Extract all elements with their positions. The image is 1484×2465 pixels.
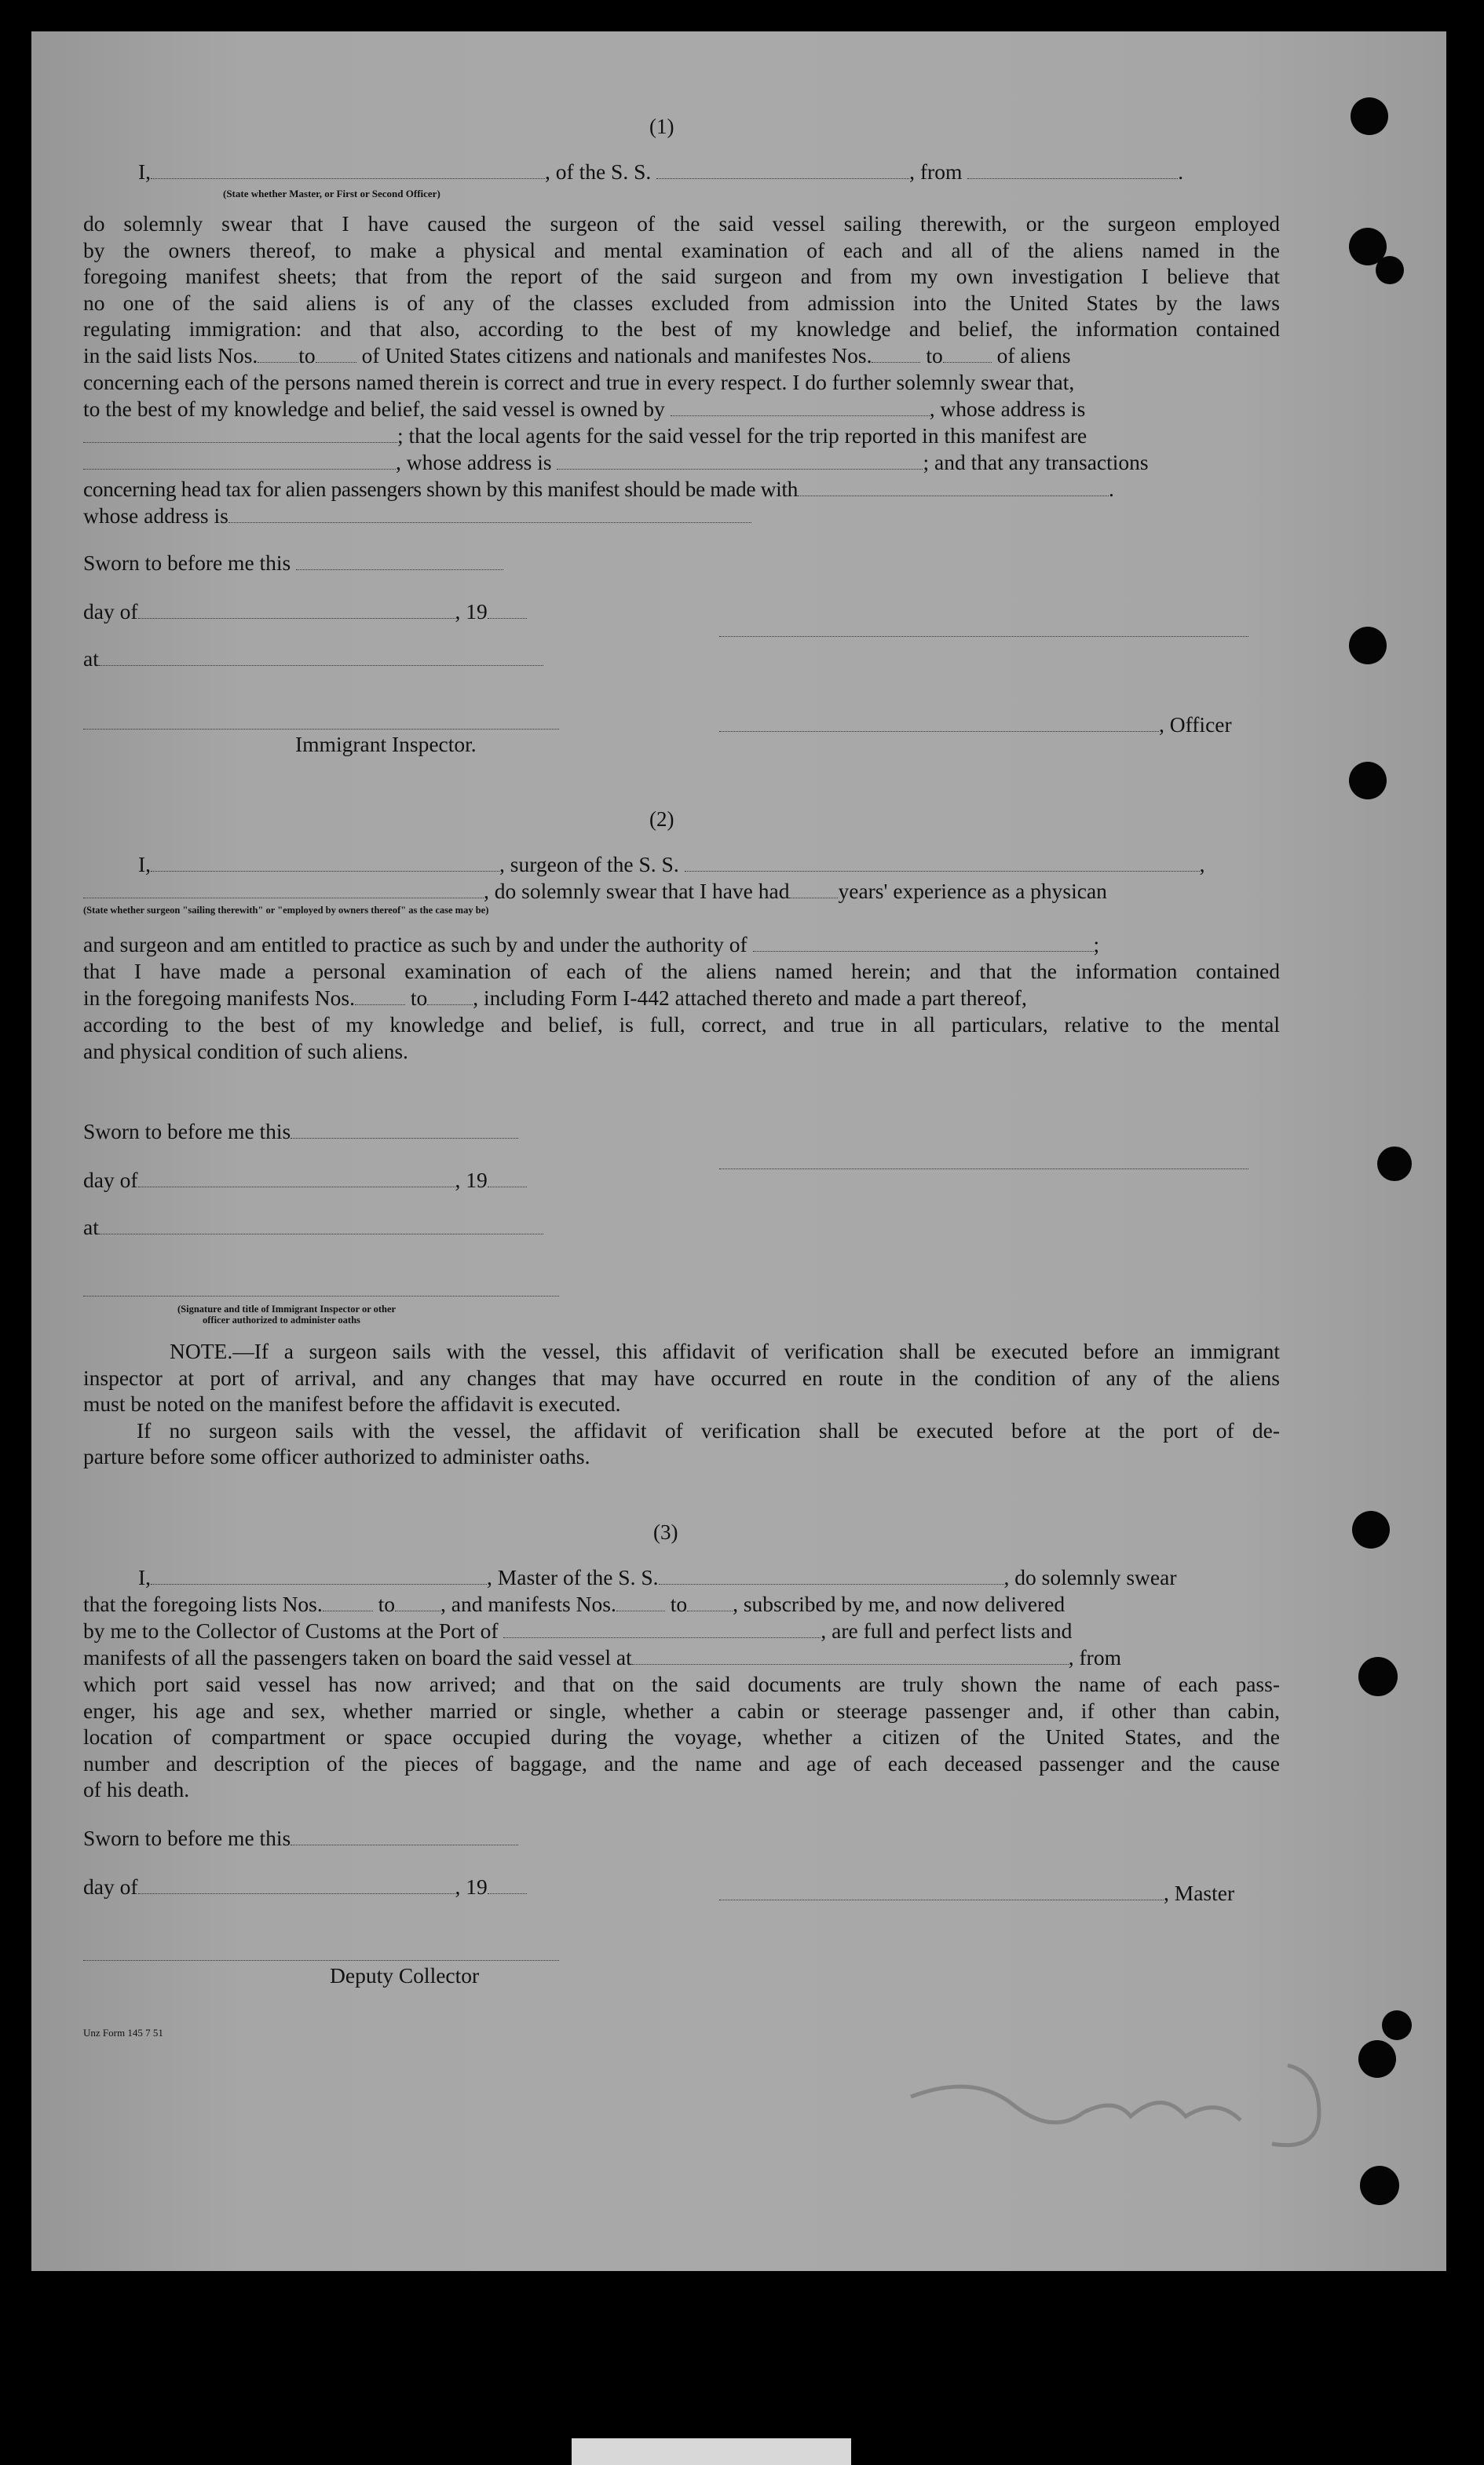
officer-signature-row: [719, 711, 1232, 738]
section-3-paragraph: [83, 1671, 1280, 1803]
text: Sworn to before me this: [83, 1826, 291, 1850]
paragraph-line: and physical condition of such aliens.: [83, 1038, 408, 1063]
years-field[interactable]: [789, 882, 838, 898]
signature-instruction-1: (Signature and title of Immigrant Inspector or other: [177, 1304, 397, 1315]
punch-hole: [1377, 1147, 1412, 1181]
agents-address-field[interactable]: [557, 453, 923, 470]
local-agents-field[interactable]: [83, 453, 396, 470]
paragraph-line: that I have made a personal examination of each of the aliens named herein; and that the information contained: [83, 959, 1280, 983]
day-of-line: [83, 1167, 527, 1194]
boarding-port-line: [83, 1644, 1121, 1671]
section-1-paragraph: [83, 210, 1280, 342]
surgeon-line: [138, 851, 1204, 878]
year-field[interactable]: [488, 1171, 527, 1187]
note-line: If no surgeon sails with the vessel, the affidavit of verification shall be executed before at the port of de-: [137, 1417, 1280, 1443]
manifest-to-field[interactable]: [687, 1595, 733, 1611]
text: .: [1108, 477, 1114, 501]
owner-address-field[interactable]: [83, 426, 397, 443]
text: ;: [1093, 932, 1100, 956]
form-number: Unz Form 145 7 51: [83, 2027, 163, 2039]
text: I,: [138, 852, 152, 876]
paragraph-line: foregoing manifest sheets; that from the report of the said surgeon and from my own investigation I believe that: [83, 264, 1280, 289]
text: to: [378, 1592, 396, 1616]
master-signature-row: [719, 1880, 1234, 1907]
master-signature-field[interactable]: [719, 1884, 1164, 1900]
text: , of the S. S.: [545, 159, 652, 184]
text: of aliens: [996, 343, 1071, 368]
lists-manifests-line: [83, 1591, 1065, 1618]
surgeon-ship-field[interactable]: [685, 855, 1200, 872]
immigrant-inspector-label: Immigrant Inspector.: [295, 732, 477, 756]
from-port-field[interactable]: [967, 163, 1178, 179]
text: and surgeon and am entitled to practice as such by and under the authority of: [83, 932, 747, 956]
text: manifests of all the passengers taken on board the said vessel at: [83, 1645, 632, 1670]
authority-line: [83, 931, 1099, 958]
text: ; and that any transactions: [923, 450, 1149, 474]
text: , whose address is: [929, 397, 1086, 421]
text: to: [298, 343, 316, 368]
text: by me to the Collector of Customs at the Port of: [83, 1618, 499, 1643]
owner-field[interactable]: [671, 400, 930, 416]
lists-line: [83, 342, 1071, 369]
surgeon-instruction: (State whether surgeon "sailing therewith" or "employed by owners thereof" as the case may be): [83, 905, 489, 916]
officer-signature-line-upper[interactable]: [719, 636, 1248, 637]
punch-hole: [1382, 2010, 1412, 2040]
text: ; that the local agents for the said vessel for the trip reported in this manifest are: [397, 423, 1087, 448]
sworn-line: [83, 1825, 518, 1852]
head-tax-party-field[interactable]: [798, 480, 1109, 496]
text: , and manifests Nos.: [440, 1592, 616, 1616]
surgeon-signature-line[interactable]: [719, 1168, 1248, 1169]
list-to-field[interactable]: [316, 346, 356, 363]
text: , including Form I-442 attached thereto and made a part thereof,: [473, 986, 1027, 1010]
master-name-field[interactable]: [151, 1568, 487, 1585]
text: .: [1178, 159, 1184, 184]
text: I,: [138, 1565, 152, 1589]
punch-hole: [1349, 627, 1387, 664]
text: to: [410, 986, 428, 1010]
text: , Officer: [1159, 712, 1232, 737]
text: whose address is: [83, 503, 228, 528]
text: , 19: [455, 599, 488, 624]
master-declaration-line: [138, 159, 1183, 185]
text: day of: [83, 1874, 138, 1899]
year-field[interactable]: [488, 602, 527, 619]
paragraph-line: no one of the said aliens is of any of the classes excluded from admission into the United States by the laws: [83, 290, 1280, 315]
note-line: must be noted on the manifest before the affidavit is executed.: [83, 1392, 621, 1417]
authority-field[interactable]: [753, 935, 1094, 952]
day-of-line: [83, 1874, 527, 1900]
list-from-field[interactable]: [323, 1595, 373, 1611]
year-field[interactable]: [488, 1878, 527, 1894]
paragraph-line: regulating immigration: and that also, according to the best of my knowledge and belief, the information contained: [83, 316, 1280, 342]
text: , do solemnly swear that I have had: [484, 879, 790, 903]
section-3-number: (3): [653, 1520, 678, 1544]
text: , from: [909, 159, 963, 184]
text: day of: [83, 599, 138, 624]
agents-address-line: [83, 449, 1149, 476]
text: ,: [1199, 852, 1205, 876]
whose-address-line: [83, 503, 751, 529]
text: , subscribed by me, and now delivered: [733, 1592, 1065, 1616]
port-field[interactable]: [503, 1622, 821, 1638]
text: , Master: [1164, 1881, 1235, 1905]
text: I,: [138, 159, 152, 184]
manifests-line: [83, 985, 1027, 1011]
section-2-number: (2): [649, 807, 674, 831]
head-tax-line: [83, 476, 1113, 503]
manifest-from-field[interactable]: [355, 989, 405, 1005]
text: , are full and perfect lists and: [821, 1618, 1073, 1643]
text: , from: [1068, 1645, 1121, 1670]
day-of-line: [83, 598, 527, 625]
paragraph-line: number and description of the pieces of baggage, and the name and age of each deceased passenger and the cause: [83, 1750, 1280, 1776]
place-field[interactable]: [99, 1218, 543, 1234]
officer-signature-field[interactable]: [719, 715, 1159, 732]
text: , do solemnly swear: [1003, 1565, 1177, 1589]
text: to: [926, 343, 943, 368]
month-field[interactable]: [138, 1171, 455, 1187]
form-page: [31, 31, 1446, 2271]
manifest-to-field[interactable]: [427, 989, 473, 1005]
place-field[interactable]: [99, 649, 543, 666]
sworn-line: [83, 1118, 518, 1145]
text: in the foregoing manifests Nos.: [83, 986, 355, 1010]
month-field[interactable]: [138, 1878, 455, 1894]
text: at: [83, 1215, 99, 1239]
text: , Master of the S. S.: [487, 1565, 659, 1589]
sworn-day-field[interactable]: [291, 1829, 518, 1845]
officer-signature-line[interactable]: [83, 1296, 559, 1297]
at-line: [83, 1214, 543, 1241]
sworn-day-field[interactable]: [291, 1122, 518, 1139]
local-agents-line: [83, 422, 1087, 449]
concerning-line: concerning each of the persons named therein is correct and true in every respect. I do further solemnly swear that,: [83, 370, 1075, 394]
text: to the best of my knowledge and belief, the said vessel is owned by: [83, 397, 665, 421]
signature-instruction-2: officer authorized to administer oaths: [203, 1315, 360, 1326]
paragraph-line: of his death.: [83, 1777, 190, 1802]
text: concerning head tax for alien passengers shown by this manifest should be made with: [83, 477, 798, 501]
month-field[interactable]: [138, 602, 455, 619]
collector-line: [83, 1618, 1072, 1644]
manifest-from-field[interactable]: [872, 346, 920, 363]
text: , whose address is: [396, 450, 552, 474]
surgeon-name-field[interactable]: [151, 855, 499, 872]
rank-instruction: (State whether Master, or First or Second Officer): [223, 188, 440, 199]
text: to: [670, 1592, 688, 1616]
punch-hole: [1352, 1511, 1390, 1549]
head-tax-address-field[interactable]: [228, 507, 751, 523]
deputy-signature-line[interactable]: [83, 1960, 559, 1961]
manifest-to-field[interactable]: [943, 346, 992, 363]
manifest-from-field[interactable]: [616, 1595, 665, 1611]
note-line: inspector at port of arrival, and any changes that may have occurred en route in the condition of any of the aliens: [83, 1365, 1280, 1390]
section-2-paragraph: [83, 958, 1280, 985]
inspector-signature-line[interactable]: [83, 729, 559, 730]
text: Sworn to before me this: [83, 550, 291, 575]
text: day of: [83, 1168, 138, 1192]
deputy-collector-label: Deputy Collector: [330, 1963, 480, 1988]
text: at: [83, 646, 99, 671]
note-line: parture before some officer authorized to administer oaths.: [83, 1444, 590, 1469]
at-line: [83, 646, 543, 672]
years-experience-line: [83, 878, 1107, 905]
master-line: [138, 1564, 1176, 1591]
master-ship-field[interactable]: [659, 1568, 1004, 1585]
text: Sworn to before me this: [83, 1119, 291, 1143]
punch-hole: [1349, 762, 1387, 799]
boarding-port-field[interactable]: [632, 1648, 1069, 1665]
punch-hole: [1351, 97, 1388, 135]
surgeon-employment-field[interactable]: [83, 882, 484, 898]
paragraph-line: enger, his age and sex, whether married or single, whether a cabin or steerage passenger and, if other than cabin,: [83, 1698, 1280, 1723]
list-to-field[interactable]: [395, 1595, 440, 1611]
list-from-field[interactable]: [258, 346, 298, 363]
section-1-number: (1): [649, 115, 674, 138]
text: , 19: [455, 1168, 488, 1192]
paragraph-line: by the owners thereof, to make a physical and mental examination of each and all of the aliens named in the: [83, 237, 1280, 262]
punch-hole: [1358, 1657, 1398, 1696]
faint-signature-mark: [879, 2042, 1366, 2160]
name-field[interactable]: [151, 163, 545, 179]
note-line: NOTE.—If a surgeon sails with the vessel, this affidavit of verification shall be executed before an immigrant: [170, 1339, 1280, 1363]
frame-label-strip: [572, 2438, 851, 2465]
note-paragraph: [83, 1338, 1280, 1470]
paragraph-line: location of compartment or space occupied during the voyage, whether a citizen of the United States, and the: [83, 1724, 1280, 1750]
punch-hole: [1360, 2166, 1399, 2205]
sworn-day-field[interactable]: [296, 554, 503, 570]
owned-by-line: [83, 396, 1085, 422]
text: in the said lists Nos.: [83, 343, 258, 368]
punch-hole: [1376, 256, 1404, 284]
text: years' experience as a physican: [838, 879, 1107, 903]
text: , surgeon of the S. S.: [499, 852, 679, 876]
text: of United States citizens and nationals and manifestes Nos.: [361, 343, 872, 368]
text: , 19: [455, 1874, 488, 1899]
section-2-paragraph-end: [83, 1011, 1280, 1064]
sworn-line: [83, 550, 503, 576]
text: that the foregoing lists Nos.: [83, 1592, 323, 1616]
paragraph-line: which port said vessel has now arrived; and that on the said documents are truly shown the name of each pass-: [83, 1672, 1280, 1696]
paragraph-line: according to the best of my knowledge and belief, is full, correct, and true in all particulars, relative to the mental: [83, 1012, 1280, 1037]
paragraph-line: do solemnly swear that I have caused the surgeon of the said vessel sailing therewith, or the surgeon employed: [83, 211, 1280, 236]
ship-name-field[interactable]: [656, 163, 909, 179]
